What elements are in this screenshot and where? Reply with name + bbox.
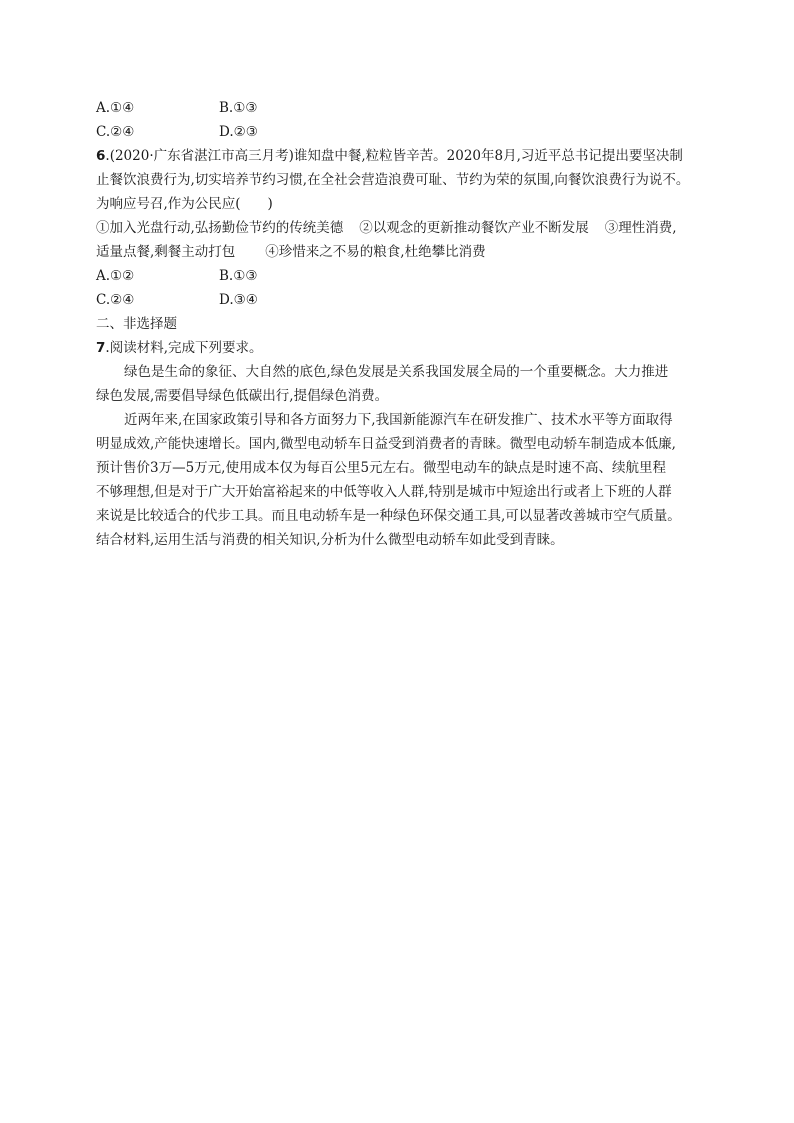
q6-item-1: ①加入光盘行动,弘扬勤俭节约的传统美德 — [96, 220, 344, 236]
q6-stem-line-3: 为响应号召,作为公民应( ) — [96, 196, 273, 212]
option-c: C.②④ — [96, 124, 135, 140]
q7-para2-line-4: 不够理想,但是对于广大开始富裕起来的中低等收入人群,特别是城市中短途出行或者上下班的人群 — [96, 484, 672, 500]
q7-stem-text: .阅读材料,完成下列要求。 — [105, 340, 263, 356]
q6-stem-text-1: .(2020·广东省湛江市高三月考)谁知盘中餐,粒粒皆辛苦。2020年8月,习近平总书记提出要坚决制 — [105, 148, 683, 164]
q6-item-2: ②以观念的更新推动餐饮产业不断发展 — [359, 220, 589, 236]
option-b: B.①③ — [219, 268, 258, 284]
q6-options-row-2 — [96, 288, 716, 312]
option-d: D.②③ — [219, 124, 258, 140]
q6-stem-line-2: 止餐饮浪费行为,切实培养节约习惯,在全社会营造浪费可耻、节约为荣的氛围,向餐饮浪费行为说不。 — [96, 172, 690, 188]
option-d: D.③④ — [219, 292, 258, 308]
q7-stem — [96, 336, 716, 360]
option-a: A.①④ — [96, 100, 135, 116]
page-content — [96, 96, 716, 552]
q7-para2-line-2: 明显成效,产能快速增长。国内,微型电动轿车日益受到消费者的青睐。微型电动轿车制造成本低廉, — [96, 436, 676, 452]
q7-question: 结合材料,运用生活与消费的相关知识,分析为什么微型电动轿车如此受到青睐。 — [96, 532, 564, 548]
q6-options-row-1 — [96, 264, 716, 288]
q7-para2-line-3: 预计售价3万—5万元,使用成本仅为每百公里5元左右。微型电动车的缺点是时速不高、续航里程 — [96, 460, 667, 476]
q6-number: 6 — [96, 148, 106, 164]
q6-item-3-cont: 适量点餐,剩餐主动打包 — [96, 244, 236, 260]
q5-options-row-1 — [96, 96, 716, 120]
q6-item-3: ③理性消费, — [604, 220, 677, 236]
q7-number: 7 — [96, 340, 106, 356]
q7-para2-line-5: 来说是比较适合的代步工具。而且电动轿车是一种绿色环保交通工具,可以显著改善城市空气质量。 — [96, 508, 681, 524]
section-heading: 二、非选择题 — [96, 316, 177, 332]
q6-items-line-1 — [96, 216, 716, 240]
q5-options-row-2 — [96, 120, 716, 144]
option-a: A.①② — [96, 268, 135, 284]
q6-items-line-2 — [96, 240, 716, 264]
q6-item-4: ④珍惜来之不易的粮食,杜绝攀比消费 — [265, 244, 486, 260]
q7-para1-line-2: 绿色发展,需要倡导绿色低碳出行,提倡绿色消费。 — [96, 388, 389, 404]
q7-para2-line-1: 近两年来,在国家政策引导和各方面努力下,我国新能源汽车在研发推广、技术水平等方面取得 — [124, 412, 673, 428]
q7-para1-line-1: 绿色是生命的象征、大自然的底色,绿色发展是关系我国发展全局的一个重要概念。大力推进 — [124, 364, 669, 380]
option-c: C.②④ — [96, 292, 135, 308]
q6-stem-line-1 — [96, 144, 716, 168]
option-b: B.①③ — [219, 100, 258, 116]
